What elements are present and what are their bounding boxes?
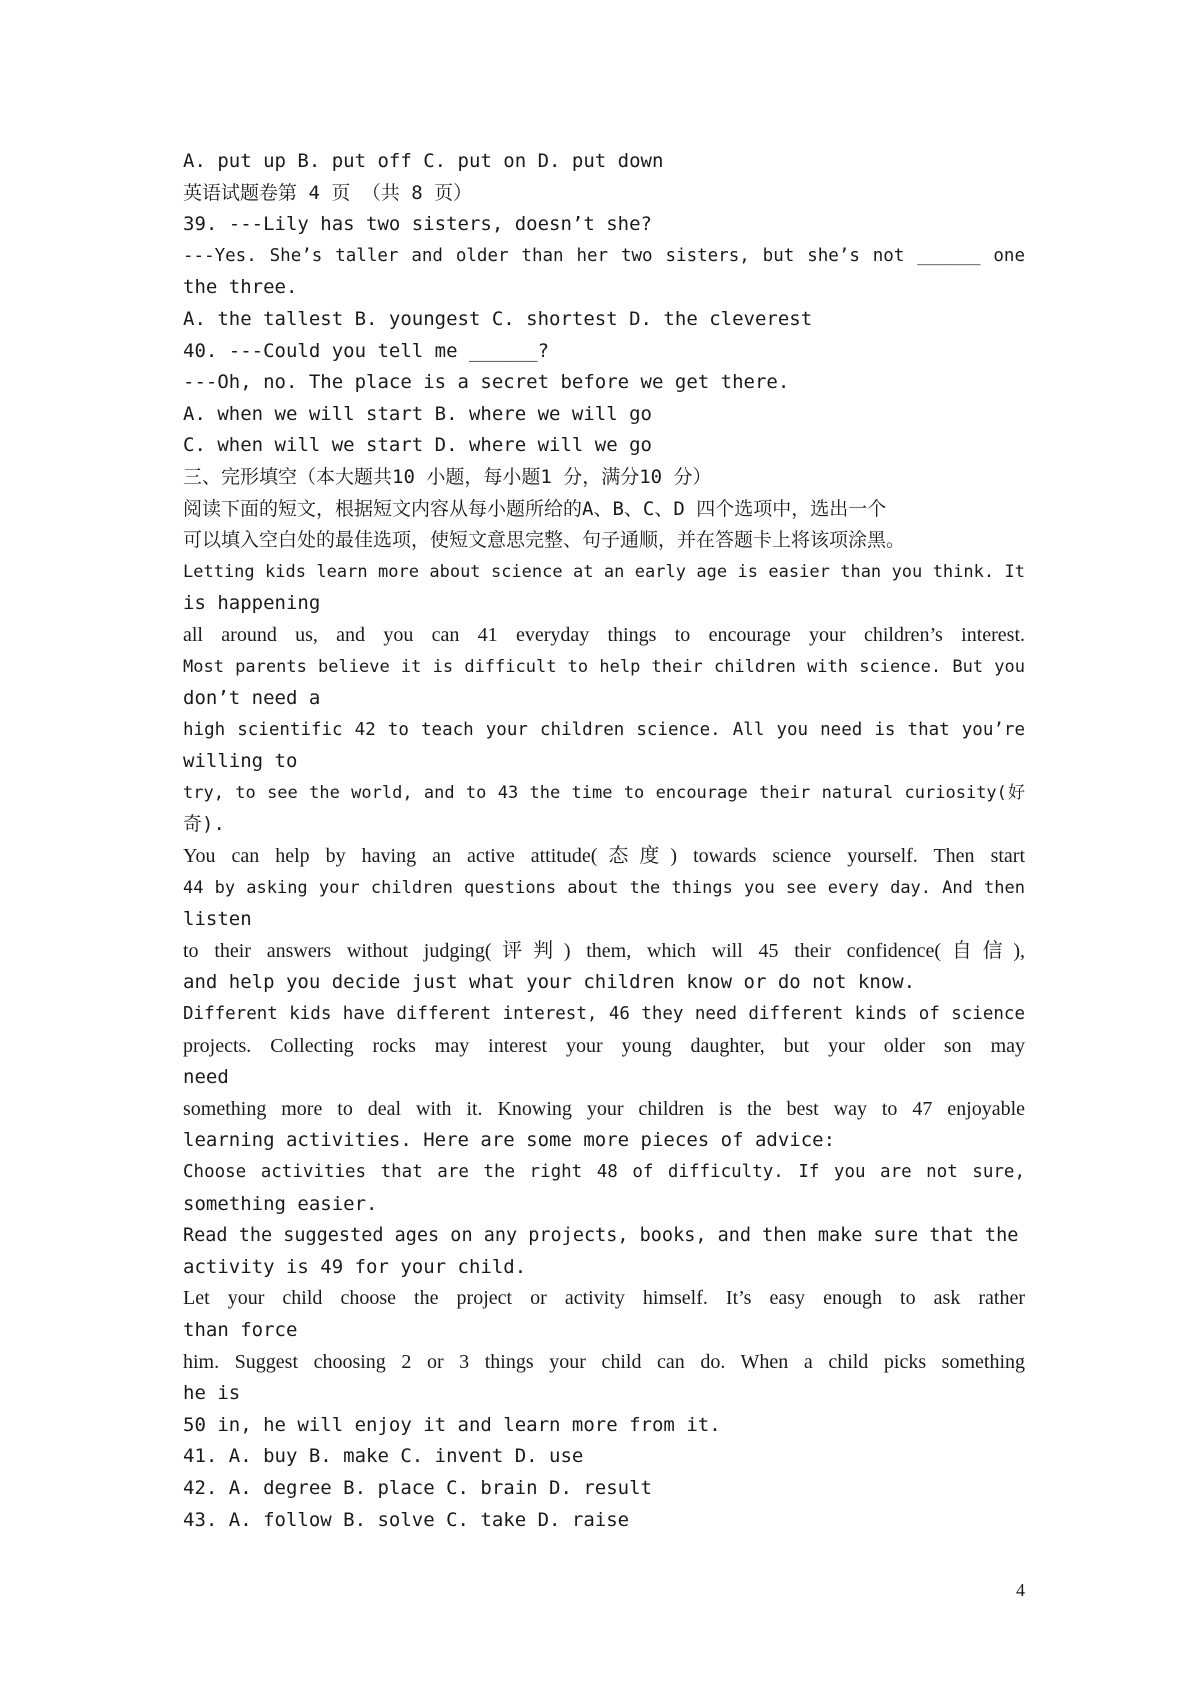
text-line: is happening [183,592,321,615]
text-line: 奇). [183,813,225,836]
text-line: Different kids have different interest, 46 they need different kinds of science [183,1004,1025,1025]
text-line: than force [183,1318,298,1341]
text-line: Let your child choose the project or activity himself. It’s easy enough to ask rather [183,1287,1025,1310]
text-line: ---Oh, no. The place is a secret before we get there. [183,371,790,394]
text-line: 39. ---Lily has two sisters, doesn’t she? [183,213,652,236]
text-line: something more to deal with it. Knowing your children is the best way to 47 enjoyable [183,1097,1025,1120]
text-line: Letting kids learn more about science at an early age is easier than you think. It [183,561,1025,582]
text-line: A. when we will start B. where we will go [183,402,652,425]
text-line: 50 in, he will enjoy it and learn more from it. [183,1413,721,1436]
text-line: to their answers without judging(评判) them, which will 45 their confidence(自信), [183,939,1025,962]
text-line: activity is 49 for your child. [183,1255,527,1278]
text-line: Most parents believe it is difficult to help their children with science. But you [183,656,1025,677]
text-line: 阅读下面的短文，根据短文内容从每小题所给的A、B、C、D 四个选项中，选出一个 [183,497,887,520]
text-line: Read the suggested ages on any projects, books, and then make sure that the [183,1225,1019,1247]
text-line: and help you decide just what your children know or do not know. [183,971,916,994]
text-line: willing to [183,750,298,773]
text-line: need [183,1066,229,1089]
text-line: 40. ---Could you tell me ______? [183,339,550,362]
text-line: try, to see the world, and to 43 the time to encourage their natural curiosity(好 [183,782,1025,803]
text-line: You can help by having an active attitude(态度) towards science yourself. Then start [183,845,1025,868]
text-line: 43. A. follow B. solve C. take D. raise [183,1508,630,1531]
text-line: listen [183,908,252,931]
page-number: 4 [1016,1580,1025,1600]
text-line: the three. [183,276,298,299]
document-body [183,146,1025,1536]
text-line: 41. A. buy B. make C. invent D. use [183,1445,584,1468]
text-line: learning activities. Here are some more pieces of advice: [183,1129,836,1152]
text-line: 44 by asking your children questions about the things you see every day. And then [183,877,1025,898]
text-line: Choose activities that are the right 48 of difficulty. If you are not sure, [183,1162,1025,1182]
text-line: all around us, and you can 41 everyday things to encourage your children’s interest. [183,623,1025,646]
text-line: 可以填入空白处的最佳选项，使短文意思完整、句子通顺，并在答题卡上将该项涂黑。 [183,529,906,552]
text-line: something easier. [183,1192,378,1215]
text-line: he is [183,1382,241,1405]
text-line: him. Suggest choosing 2 or 3 things your child can do. When a child picks something [183,1350,1025,1373]
text-line: 42. A. degree B. place C. brain D. result [183,1476,652,1499]
text-line: ---Yes. She’s taller and older than her two sisters, but she’s not ______ one [183,245,1025,266]
text-line: A. put up B. put off C. put on D. put down [183,150,664,172]
text-line: projects. Collecting rocks may interest your young daughter, but your older son may [183,1034,1025,1057]
text-line: A. the tallest B. youngest C. shortest D. the cleverest [183,307,813,330]
text-line: don’t need a [183,687,321,710]
text-line: high scientific 42 to teach your children science. All you need is that you’re [183,719,1025,740]
text-line: 英语试题卷第 4 页 （共 8 页） [183,181,473,204]
text-line: 三、完形填空（本大题共10 小题，每小题1 分，满分10 分） [183,465,712,488]
text-line: C. when will we start D. where will we go [183,434,652,457]
